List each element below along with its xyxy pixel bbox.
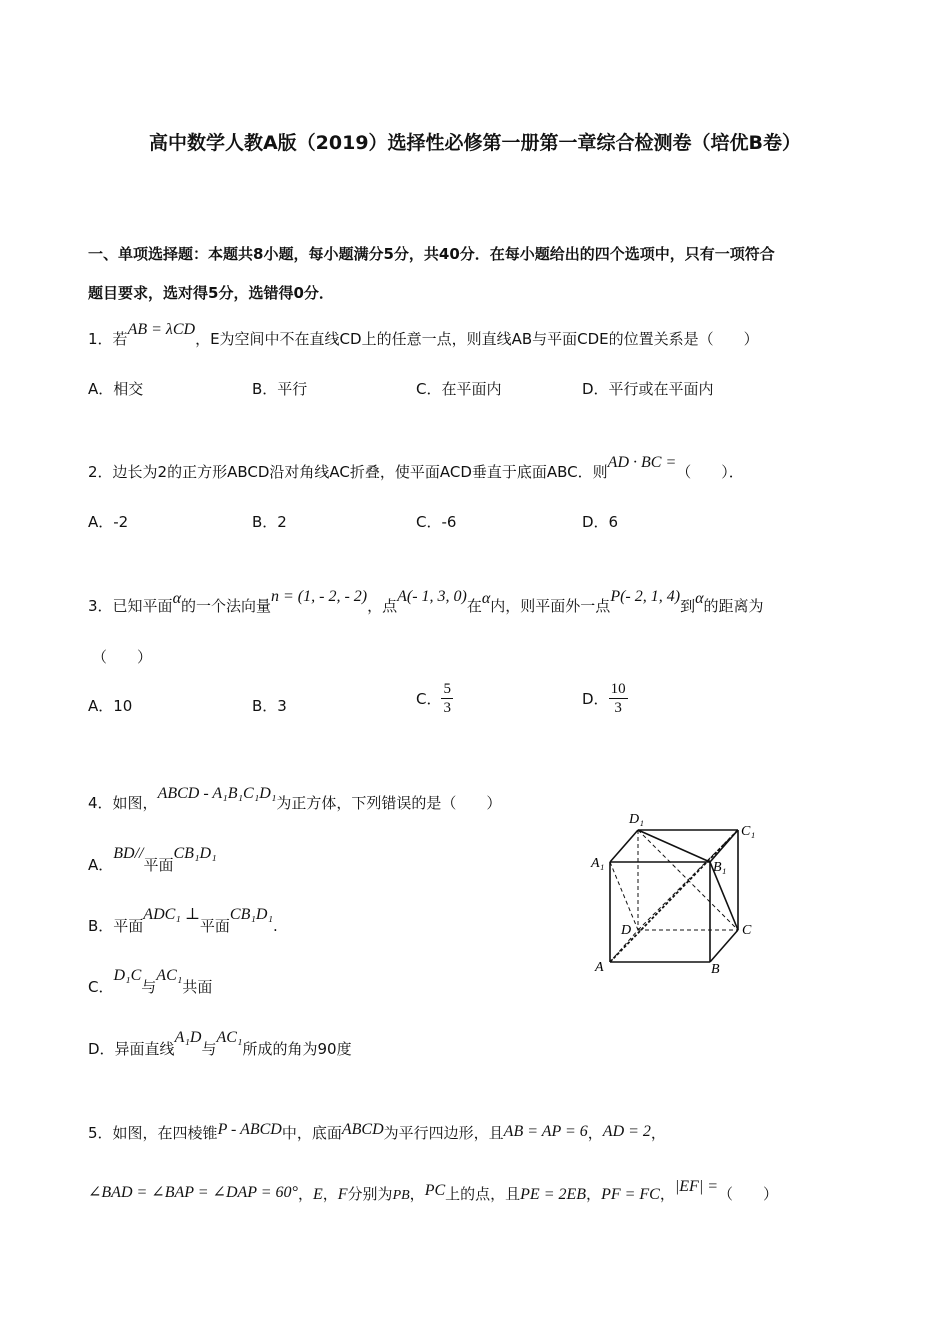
q3-option-d-den: 3 bbox=[614, 700, 622, 716]
q1-text1: 若 bbox=[112, 330, 128, 348]
q5-f4: AD = 2 bbox=[602, 1123, 651, 1140]
q4-option-d bbox=[88, 1029, 352, 1059]
q3-option-c-den: 3 bbox=[443, 700, 451, 716]
q1-formula: AB = λCD bbox=[127, 321, 196, 338]
q3-text4: 在 bbox=[466, 597, 482, 615]
q5-f3: AB = AP = 6 bbox=[503, 1123, 588, 1140]
q5-pf-fc: PF = FC bbox=[601, 1186, 660, 1203]
edge-BC bbox=[710, 930, 738, 962]
q1-number: 1． bbox=[88, 330, 113, 348]
q4-option-b-label: B．平面 bbox=[88, 917, 144, 935]
q5-l2-t2: ， bbox=[322, 1185, 338, 1203]
label-A1: A₁ bbox=[591, 856, 605, 871]
q5-angles: ∠BAD = ∠BAP = ∠DAP = 60° bbox=[88, 1184, 298, 1201]
question-5 bbox=[88, 1122, 666, 1143]
q4-number: 4． bbox=[88, 794, 113, 812]
q4-option-c-f2: AC₁ bbox=[156, 967, 183, 984]
q3-point-a: A(- 1, 3, 0) bbox=[397, 588, 467, 605]
q4-option-b-f2: CB₁D₁ bbox=[229, 906, 274, 923]
section-header-line2: 题目要求，选对得5分，选错得0分． bbox=[88, 284, 334, 302]
q1-option-d: D．平行或在平面内 bbox=[582, 380, 714, 398]
q2-formula: AD · BC = bbox=[607, 454, 677, 471]
q5-pc: PC bbox=[424, 1182, 446, 1199]
q4-option-a-f2: CB₁D₁ bbox=[173, 845, 217, 862]
q1-text2: ，E为空间中不在直线CD上的任意一点，则直线AB与平面CDE的位置关系是（ ） bbox=[195, 330, 759, 348]
q5-pe-2eb: PE = 2EB bbox=[520, 1186, 587, 1203]
q1-option-b: B．平行 bbox=[252, 380, 308, 398]
q4-option-d-text: 与 bbox=[201, 1040, 217, 1058]
q2-option-c: C．-6 bbox=[416, 513, 457, 531]
question-5-line2 bbox=[88, 1178, 779, 1204]
q5-text2: 中，底面 bbox=[281, 1124, 342, 1142]
q5-point-e: E bbox=[312, 1186, 323, 1203]
q5-text3: 为平行四边形，且 bbox=[383, 1124, 504, 1142]
q4-option-a-text: 平面 bbox=[143, 856, 174, 874]
q3-option-d-fraction bbox=[609, 680, 628, 717]
q5-pb: PB bbox=[392, 1188, 410, 1203]
q5-number: 5． bbox=[88, 1124, 113, 1142]
label-D1: D₁ bbox=[629, 812, 644, 827]
q3-text6: 到 bbox=[680, 597, 696, 615]
label-B1: B₁ bbox=[713, 860, 727, 875]
q3-option-d bbox=[582, 680, 628, 717]
q3-option-b: B．3 bbox=[252, 697, 287, 715]
q3-point-p: P(- 2, 1, 4) bbox=[610, 588, 681, 605]
q1-option-c: C．在平面内 bbox=[416, 380, 502, 398]
q2-text2: （ ）． bbox=[676, 463, 744, 481]
q4-option-c bbox=[88, 967, 213, 997]
q3-paren: （ ） bbox=[92, 648, 153, 666]
label-C1: C₁ bbox=[741, 824, 756, 839]
q3-text7: 的距离为 bbox=[703, 597, 764, 615]
q4-option-c-text: 与 bbox=[141, 978, 157, 996]
q5-f1: P - ABCD bbox=[217, 1121, 282, 1138]
q3-text1: 已知平面 bbox=[112, 597, 173, 615]
q4-option-c-f1: D₁C bbox=[113, 967, 142, 984]
q4-option-c-end: 共面 bbox=[182, 978, 213, 996]
q5-l2-t1: ， bbox=[297, 1185, 313, 1203]
label-A: A bbox=[595, 960, 604, 975]
section-header-line1: 一、单项选择题：本题共8小题，每小题满分5分，共40分．在每小题给出的四个选项中，只有一项符合 bbox=[88, 245, 775, 263]
q3-option-d-num: 10 bbox=[610, 681, 626, 697]
q3-option-c-num: 5 bbox=[443, 681, 451, 697]
q3-option-c-label: C． bbox=[416, 690, 442, 708]
q2-text1: 边长为2的正方形ABCD沿对角线AC折叠，使平面ACD垂直于底面ABC．则 bbox=[112, 463, 608, 481]
question-4 bbox=[88, 785, 502, 813]
q5-l2-t6: ， bbox=[586, 1185, 602, 1203]
q5-text4: ， bbox=[587, 1124, 603, 1142]
q4-option-b bbox=[88, 906, 278, 936]
q5-l2-paren: （ ） bbox=[718, 1185, 779, 1203]
question-2 bbox=[88, 454, 744, 482]
q5-l2-t4: ， bbox=[409, 1185, 425, 1203]
page-title: 高中数学人教A版（2019）选择性必修第一册第一章综合检测卷（培优B卷） bbox=[148, 132, 802, 154]
q5-text1: 如图，在四棱锥 bbox=[112, 1124, 218, 1142]
q4-option-a-f1: BD// bbox=[113, 845, 144, 862]
diag-A1D-hidden bbox=[610, 862, 638, 930]
q4-text2: 为正方体，下列错误的是（ ） bbox=[276, 794, 502, 812]
q4-option-b-f1: ADC₁ ⊥ bbox=[143, 906, 200, 923]
q3-option-c-fraction bbox=[441, 680, 453, 717]
q2-option-b: B．2 bbox=[252, 513, 287, 531]
q5-point-f: F bbox=[337, 1186, 348, 1203]
q3-alpha-3: α bbox=[695, 590, 704, 607]
q4-option-d-label: D．异面直线 bbox=[88, 1040, 175, 1058]
q4-text1: 如图， bbox=[112, 794, 158, 812]
label-C: C bbox=[742, 923, 752, 938]
q5-l2-t3: 分别为 bbox=[347, 1185, 393, 1203]
diag-D1B1 bbox=[638, 830, 710, 862]
q5-f2: ABCD bbox=[341, 1121, 384, 1138]
q4-option-c-label: C． bbox=[88, 978, 114, 996]
q5-l2-t5: 上的点，且 bbox=[445, 1185, 521, 1203]
q3-text5: 内，则平面外一点 bbox=[490, 597, 611, 615]
q3-option-a: A．10 bbox=[88, 697, 133, 715]
q5-l2-t7: ， bbox=[659, 1185, 675, 1203]
q3-option-c bbox=[416, 680, 453, 717]
question-1 bbox=[88, 321, 759, 349]
q3-text3: ，点 bbox=[367, 597, 398, 615]
q4-option-b-end: . bbox=[273, 917, 278, 935]
q4-formula: ABCD - A₁B₁C₁D₁ bbox=[157, 785, 277, 802]
q4-option-a-label: A． bbox=[88, 856, 114, 874]
edge-A1D1 bbox=[610, 830, 638, 862]
label-B: B bbox=[711, 962, 720, 977]
q2-number: 2． bbox=[88, 463, 113, 481]
q3-normal-vector: n = (1, - 2, - 2) bbox=[270, 588, 368, 605]
q4-option-d-f2: AC₁ bbox=[216, 1029, 243, 1046]
q4-option-b-text: 平面 bbox=[199, 917, 230, 935]
label-D: D bbox=[621, 923, 632, 938]
q3-alpha: α bbox=[172, 590, 181, 607]
q3-number: 3． bbox=[88, 597, 113, 615]
cube-figure bbox=[585, 805, 765, 980]
question-3 bbox=[88, 588, 764, 616]
q4-option-d-end: 所成的角为90度 bbox=[242, 1040, 352, 1058]
q2-option-d: D．6 bbox=[582, 513, 619, 531]
q3-text2: 的一个法向量 bbox=[180, 597, 271, 615]
q3-option-d-label: D． bbox=[582, 690, 609, 708]
q4-option-a bbox=[88, 845, 217, 875]
q1-option-a: A．相交 bbox=[88, 380, 144, 398]
q2-option-a: A．-2 bbox=[88, 513, 129, 531]
q5-ef-abs: |EF| = bbox=[674, 1178, 719, 1195]
q3-alpha-2: α bbox=[481, 590, 491, 607]
q4-option-d-f1: A₁D bbox=[174, 1029, 202, 1046]
diag-AC1 bbox=[610, 830, 738, 962]
q5-text5: ， bbox=[650, 1124, 666, 1142]
